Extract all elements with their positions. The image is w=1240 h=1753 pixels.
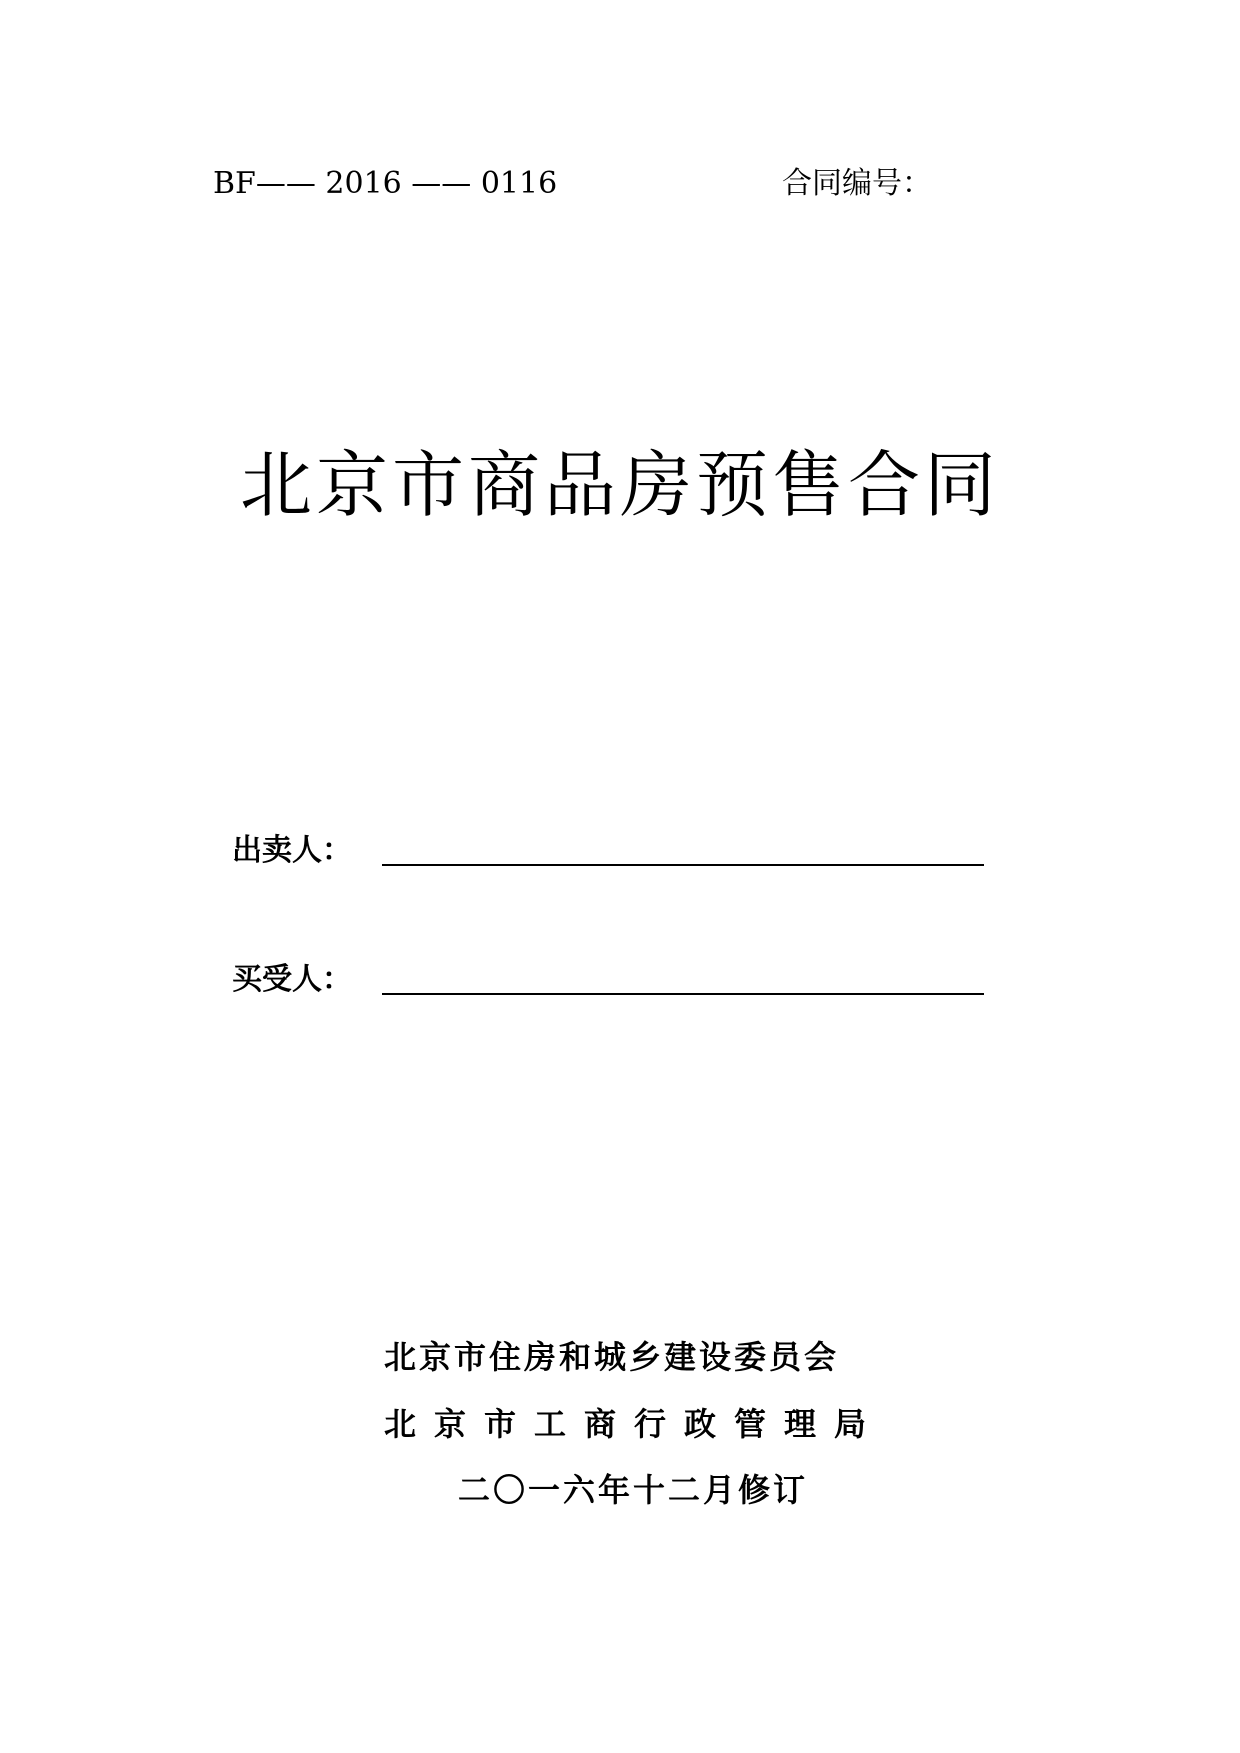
seller-label: 出卖人： [232,833,352,868]
buyer-row [232,955,992,1005]
document-title: 北京市商品房预售合同 [239,443,1000,527]
buyer-label: 买受人： [232,962,352,997]
issuing-authority-commerce: 北京市工商行政管理局 [384,1405,885,1443]
contract-number-label: 合同编号： [782,166,932,201]
revision-date: 二〇一六年十二月修订 [458,1471,809,1509]
form-code: BF—— 2016 —— 0116 [213,166,558,201]
seller-field[interactable] [382,864,984,866]
seller-row [232,826,992,876]
issuing-authority-housing: 北京市住房和城乡建设委员会 [384,1338,840,1376]
buyer-field[interactable] [382,993,984,995]
